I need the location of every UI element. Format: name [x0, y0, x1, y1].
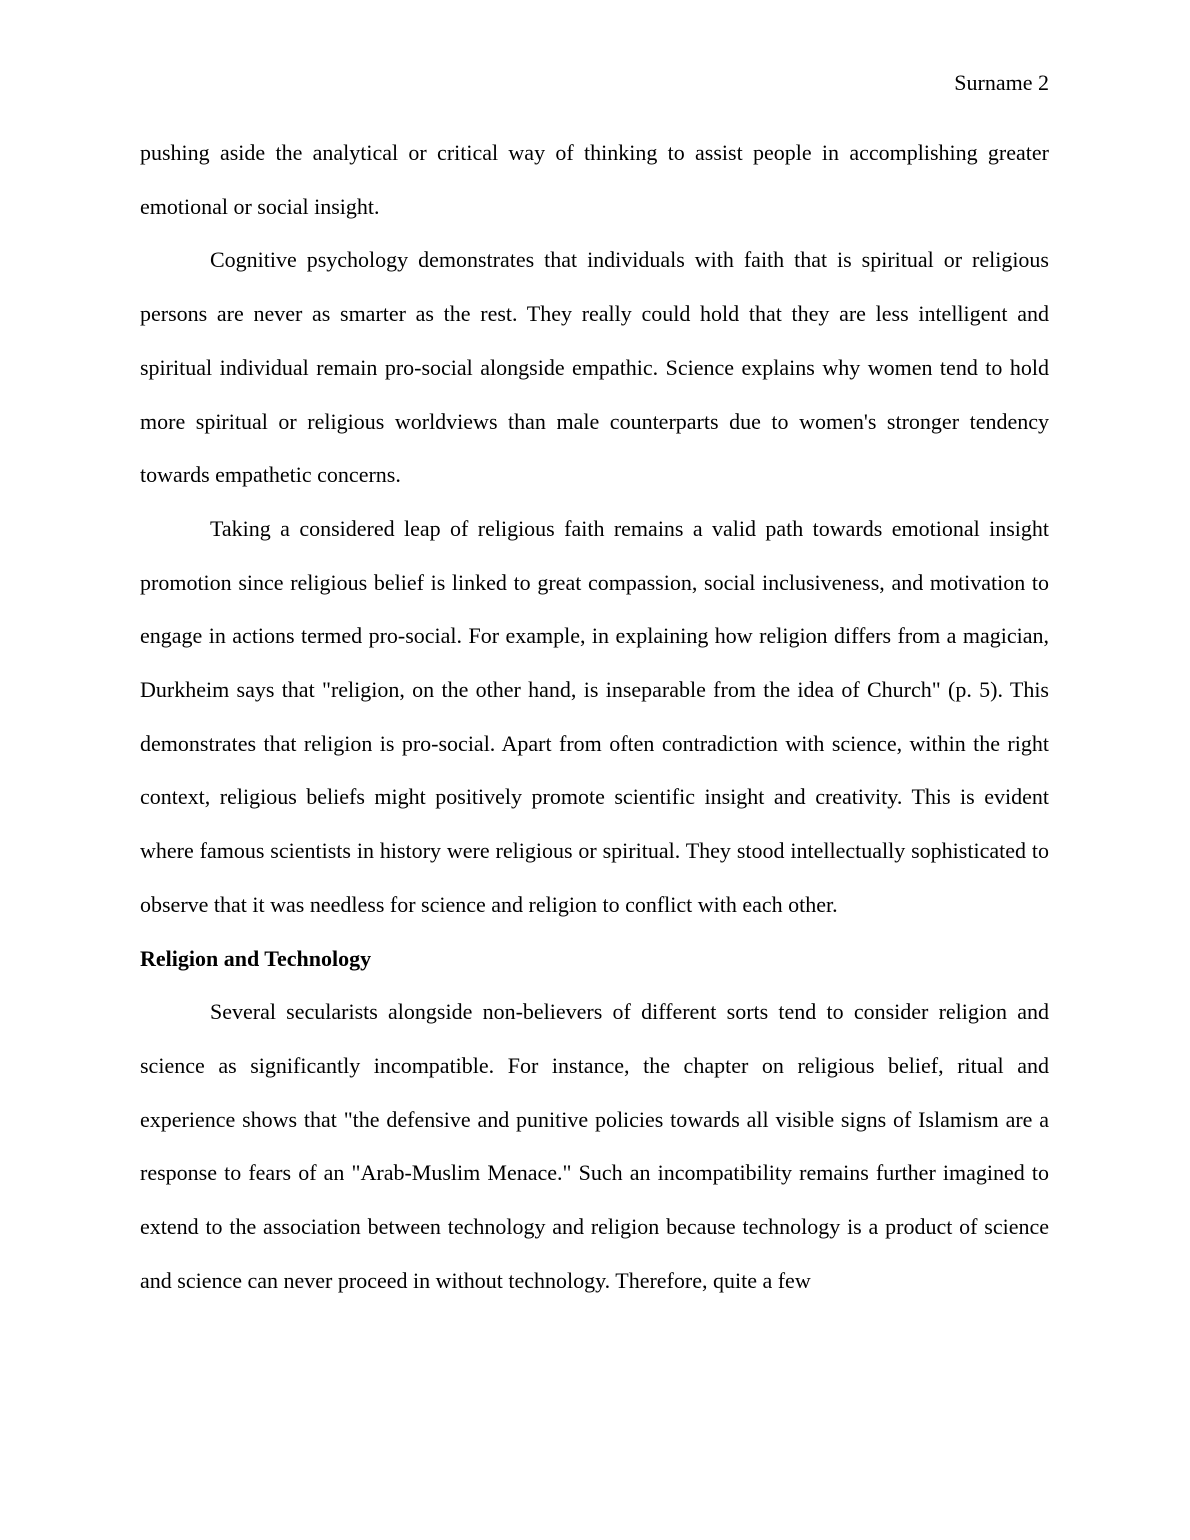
running-header: Surname 2	[954, 70, 1049, 95]
paragraph-continuation: pushing aside the analytical or critical way of thinking to assist people in accomplishing greater emotional or social insight.	[140, 140, 1049, 219]
section-heading: Religion and Technology	[140, 945, 372, 971]
paragraph-cognitive-psychology: Cognitive psychology demonstrates that individuals with faith that is spiritual or religious persons are never as smarter as the rest. They really could hold that they are less intelligent and spiritual individual remain pro-social alongside empathic. Science explains why women tend to hold more spiritual or religious worldviews than male counterparts due to women's stronger tendency towards empathetic concerns.	[140, 247, 1049, 488]
paragraph-religious-faith: Taking a considered leap of religious faith remains a valid path towards emotional insight promotion since religious belief is linked to great compassion, social inclusiveness, and motivation to engage in actions termed pro-social. For example, in explaining how religion differs from a magician, Durkheim says that "religion, on the other hand, is inseparable from the idea of Church" (p. 5). This demonstrates that religion is pro-social. Apart from often contradiction with science, within the right context, religious beliefs might positively promote scientific insight and creativity. This is evident where famous scientists in history were religious or spiritual. They stood intellectually sophisticated to observe that it was needless for science and religion to conflict with each other.	[140, 515, 1049, 917]
document-body	[140, 126, 1049, 1307]
paragraph-secularists: Several secularists alongside non-believers of different sorts tend to consider religion and science as significantly incompatible. For instance, the chapter on religious belief, ritual and experience shows that "the defensive and punitive policies towards all visible signs of Islamism are a response to fears of an "Arab-Muslim Menace." Such an incompatibility remains further imagined to extend to the association between technology and religion because technology is a product of science and science can never proceed in without technology. Therefore, quite a few	[140, 999, 1049, 1293]
